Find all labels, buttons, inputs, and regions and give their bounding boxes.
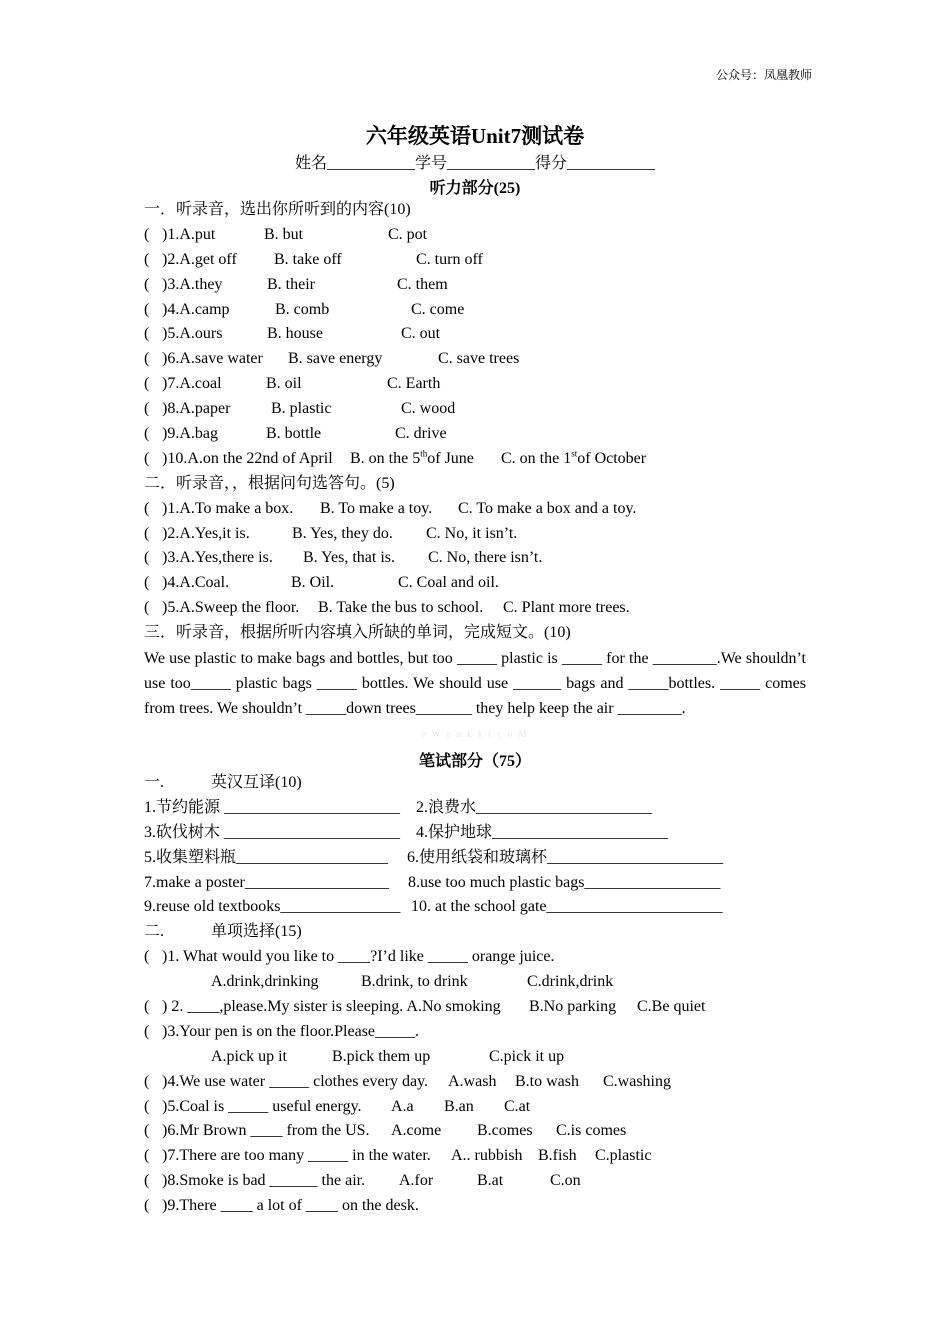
- option-b: B.comes: [477, 1122, 533, 1140]
- answer-bracket[interactable]: (: [144, 1097, 150, 1115]
- option-c: C. drive: [395, 425, 447, 443]
- question-text: )1. What would you like to ____?I’d like _____ orange juice.: [162, 948, 555, 966]
- option-a: )10.A.on the 22nd of April: [162, 449, 333, 467]
- part3-heading: 三．听录音，根据所听内容填入所缺的单词，完成短文。(10): [144, 624, 571, 642]
- option-b: B. Oil.: [291, 574, 335, 592]
- list-item: [144, 497, 806, 522]
- option-c: C. turn off: [416, 250, 483, 268]
- option-b: B.an: [444, 1097, 474, 1115]
- list-item: [144, 223, 806, 248]
- option-c: C.is comes: [556, 1122, 627, 1140]
- choice-question: [144, 1070, 806, 1095]
- option-c: C. them: [397, 275, 448, 293]
- w2-heading-text: 单项选择(15): [211, 923, 302, 941]
- option-a: )2.A.get off: [162, 250, 237, 268]
- option-b: B.drink, to drink: [361, 973, 468, 991]
- option-c: C.on: [550, 1172, 581, 1190]
- choice-question: [144, 1169, 806, 1194]
- answer-bracket[interactable]: (: [144, 1072, 150, 1090]
- option-a: )4.A.Coal.: [162, 574, 230, 592]
- option-b: B. plastic: [271, 400, 332, 418]
- option-a: A.drink,drinking: [211, 973, 319, 991]
- option-c: C. Coal and oil.: [398, 574, 499, 592]
- translation-item: 10. at the school gate______________________: [411, 898, 723, 916]
- w2-heading: [144, 920, 806, 945]
- option-a: )9.A.bag: [162, 425, 218, 443]
- question-text: ) 2. ____,please.My sister is sleeping. A.No smoking: [162, 998, 501, 1016]
- w1-heading-number: 一.: [144, 774, 165, 791]
- option-a: )5.A.Sweep the floor.: [162, 599, 300, 617]
- option-c: C.pick it up: [489, 1047, 565, 1065]
- option-b: B.to wash: [515, 1072, 579, 1090]
- option-a: )8.A.paper: [162, 400, 231, 418]
- list-item: [144, 596, 806, 621]
- answer-bracket[interactable]: (: [144, 998, 150, 1016]
- answer-bracket[interactable]: (: [144, 1172, 150, 1190]
- answer-bracket[interactable]: (: [144, 1122, 150, 1140]
- option-b: B. Yes, they do.: [292, 524, 393, 542]
- translation-item: 3.砍伐树木 ______________________: [144, 823, 401, 841]
- translation-row: [144, 796, 806, 821]
- listening-section-header: 听力部分(25): [429, 180, 521, 197]
- answer-bracket[interactable]: (: [144, 948, 150, 966]
- translation-item: 9.reuse old textbooks_______________: [144, 898, 401, 916]
- option-c: C. No, it isn’t.: [426, 524, 518, 542]
- translation-item: 7.make a poster__________________: [144, 873, 389, 891]
- option-b: B. on the 5thof June: [350, 448, 474, 467]
- option-a: A.. rubbish: [451, 1147, 523, 1165]
- option-a: )1.A.put: [162, 225, 216, 243]
- option-a: )7.A.coal: [162, 375, 222, 393]
- choice-question: [144, 1020, 806, 1045]
- answer-bracket[interactable]: (: [144, 499, 150, 517]
- translation-row: [144, 871, 806, 896]
- option-c: C.at: [504, 1097, 531, 1115]
- option-b: B. bottle: [266, 425, 322, 443]
- answer-bracket[interactable]: (: [144, 425, 150, 443]
- answer-bracket[interactable]: (: [144, 400, 150, 418]
- answer-bracket[interactable]: (: [144, 1147, 150, 1165]
- option-c: C. Plant more trees.: [503, 599, 630, 617]
- question-text: )5.Coal is _____ useful energy.: [162, 1097, 362, 1115]
- list-item: [144, 273, 806, 298]
- option-c: C.washing: [603, 1072, 671, 1090]
- translation-item: 4.保护地球______________________: [416, 823, 669, 841]
- list-item: [144, 571, 806, 596]
- option-b: B. take off: [274, 250, 342, 268]
- answer-bracket[interactable]: (: [144, 1022, 150, 1040]
- option-c: C. save trees: [438, 350, 520, 368]
- option-b: B.pick them up: [332, 1047, 431, 1065]
- choice-options: [144, 970, 806, 995]
- option-b: B.fish: [538, 1147, 577, 1165]
- list-item: [144, 372, 806, 397]
- part1-heading: 一．听录音，选出你所听到的内容(10): [144, 201, 411, 218]
- option-a: A.for: [399, 1172, 434, 1190]
- translation-row: [144, 895, 806, 920]
- translation-item: 1.节约能源 ______________________: [144, 798, 401, 816]
- choice-question: [144, 1119, 806, 1144]
- option-b: B. their: [267, 275, 315, 293]
- option-a: A.come: [391, 1122, 442, 1140]
- answer-bracket[interactable]: (: [144, 250, 150, 268]
- question-text: )3.Your pen is on the floor.Please_____.: [162, 1022, 420, 1040]
- translation-row: [144, 846, 806, 871]
- answer-bracket[interactable]: (: [144, 350, 150, 368]
- option-a: )1.A.To make a box.: [162, 499, 294, 517]
- option-a: )5.A.ours: [162, 325, 223, 343]
- answer-bracket[interactable]: (: [144, 325, 150, 343]
- option-a: )4.A.camp: [162, 300, 230, 318]
- option-b: B. house: [267, 325, 323, 343]
- option-c: C. Earth: [387, 375, 441, 393]
- answer-bracket[interactable]: (: [144, 524, 150, 542]
- choice-question: [144, 1144, 806, 1169]
- choice-question: [144, 1095, 806, 1120]
- translation-item: 5.收集塑料瓶___________________: [144, 848, 389, 866]
- option-c: C. No, there isn’t.: [428, 549, 543, 567]
- listening-section: [144, 198, 806, 721]
- translation-item: 2.浪费水______________________: [416, 798, 653, 816]
- choice-question: [144, 945, 806, 970]
- option-b: B. comb: [275, 300, 330, 318]
- choice-question: [144, 1194, 806, 1219]
- option-a: A.pick up it: [211, 1047, 287, 1065]
- part2-heading: 二．听录音，，根据问句选答句。(5): [144, 474, 395, 492]
- option-c: C. To make a box and a toy.: [458, 499, 637, 517]
- list-item: [144, 422, 806, 447]
- option-c: C. on the 1stof October: [501, 448, 647, 467]
- option-b: B.No parking: [529, 998, 617, 1016]
- option-a: A.a: [391, 1097, 414, 1115]
- answer-bracket[interactable]: (: [144, 449, 150, 467]
- option-a: )2.A.Yes,it is.: [162, 524, 250, 542]
- answer-bracket[interactable]: (: [144, 599, 150, 617]
- name-id-score-line: 姓名___________学号___________得分___________: [294, 155, 655, 172]
- fill-in-passage: We use plastic to make bags and bottles, but too _____ plastic is _____ for the ________.We shouldn’t use too_____ plastic bags _____ bottles. We should use ______ bags and _____bottles. _____ comes from trees. We shouldn’t _____down trees_______ they help keep the air ________.: [144, 650, 806, 718]
- written-section-header: 笔试部分（75）: [418, 753, 531, 770]
- list-item: [144, 248, 806, 273]
- translation-row: [144, 821, 806, 846]
- option-b: B. but: [264, 225, 304, 243]
- option-b: B. oil: [266, 375, 302, 393]
- option-a: )3.A.they: [162, 275, 223, 293]
- written-section: [144, 771, 806, 1219]
- page-title: 六年级英语Unit7测试卷: [365, 124, 585, 148]
- watermark-text: 公众号：凤凰教师: [715, 68, 812, 82]
- translation-item: 6.使用纸袋和玻璃杯______________________: [407, 848, 724, 866]
- option-c: C.Be quiet: [637, 998, 706, 1016]
- w2-heading-number: 二.: [144, 923, 165, 941]
- option-a: )3.A.Yes,there is.: [162, 549, 273, 567]
- option-c: C. out: [401, 325, 441, 343]
- choice-question: [144, 995, 806, 1020]
- option-c: C.plastic: [595, 1147, 652, 1165]
- answer-bracket[interactable]: (: [144, 1197, 150, 1215]
- question-text: )7.There are too many _____ in the water.: [162, 1147, 431, 1165]
- list-item: [144, 298, 806, 323]
- option-b: B. To make a toy.: [320, 499, 433, 517]
- faint-background-text: e W e n k k t c o M: [421, 729, 529, 739]
- option-b: B.at: [477, 1172, 504, 1190]
- w1-heading-text: 英汉互译(10): [211, 774, 302, 791]
- answer-bracket[interactable]: (: [144, 225, 150, 243]
- question-text: )4.We use water _____ clothes every day.: [162, 1072, 429, 1090]
- option-a: )6.A.save water: [162, 350, 263, 368]
- choice-options: [144, 1045, 806, 1070]
- list-item: [144, 546, 806, 571]
- answer-bracket[interactable]: (: [144, 574, 150, 592]
- question-text: )6.Mr Brown ____ from the US.: [162, 1122, 370, 1140]
- option-c: C. come: [411, 300, 465, 318]
- w1-heading: [144, 771, 806, 796]
- option-b: B. Yes, that is.: [303, 549, 396, 567]
- translation-item: 8.use too much plastic bags_________________: [408, 873, 721, 891]
- question-text: )9.There ____ a lot of ____ on the desk.: [162, 1197, 419, 1215]
- answer-bracket[interactable]: (: [144, 549, 150, 567]
- option-c: C.drink,drink: [527, 973, 614, 991]
- option-b: B. Take the bus to school.: [318, 599, 484, 617]
- option-c: C. wood: [401, 400, 456, 418]
- answer-bracket[interactable]: (: [144, 300, 150, 318]
- option-c: C. pot: [388, 225, 428, 243]
- answer-bracket[interactable]: (: [144, 375, 150, 393]
- list-item: [144, 447, 806, 472]
- answer-bracket[interactable]: (: [144, 275, 150, 293]
- list-item: [144, 347, 806, 372]
- list-item: [144, 397, 806, 422]
- option-b: B. save energy: [288, 350, 383, 368]
- list-item: [144, 322, 806, 347]
- list-item: [144, 522, 806, 547]
- option-a: A.wash: [448, 1072, 497, 1090]
- question-text: )8.Smoke is bad ______ the air.: [162, 1172, 366, 1190]
